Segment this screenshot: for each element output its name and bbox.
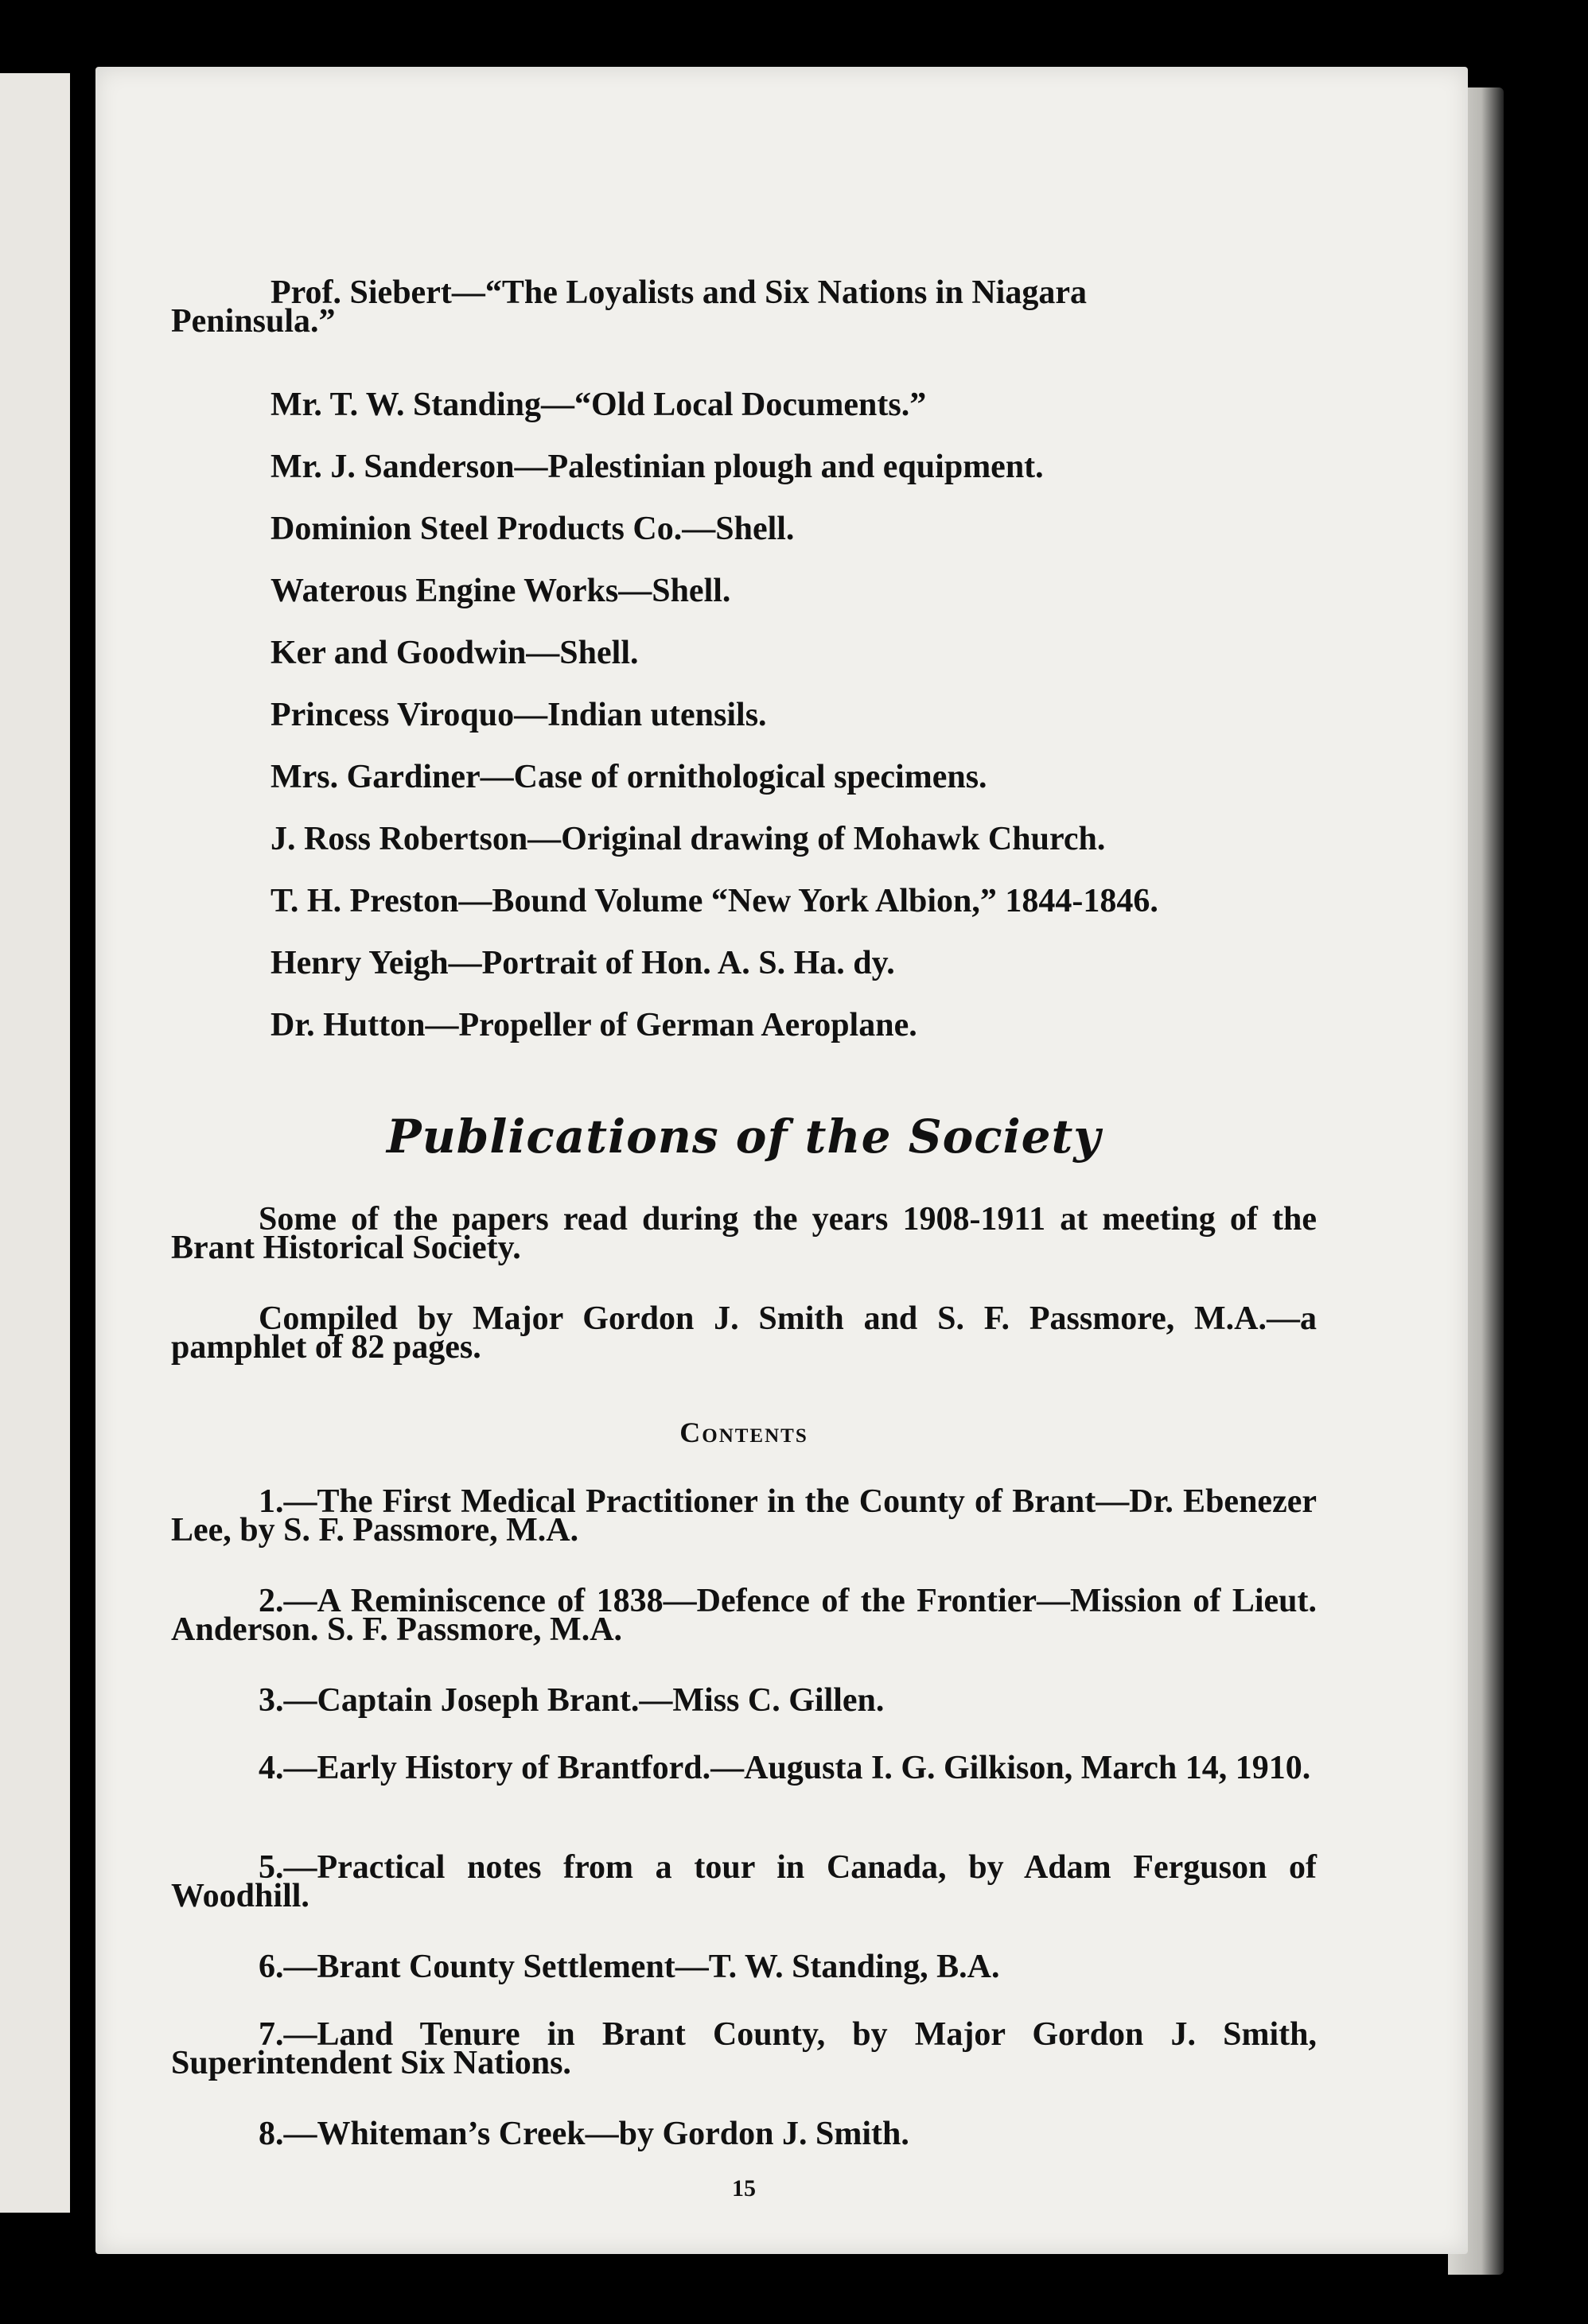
contents-item: 6.—Brant County Settlement—T. W. Standing, B.A. [259,1949,1000,1985]
contents-item: 2.—A Reminiscence of 1838—Defence of the Frontier—Mission of Lieut. Anderson. S. F. Passmore, M.A. [171,1583,1317,1648]
donation-item: Ker and Goodwin—Shell. [271,635,639,671]
contents-item: 4.—Early History of Brantford.—Augusta I. G. Gilkison, March 14, 1910. [259,1750,1311,1786]
donation-item: J. Ross Robertson—Original drawing of Mohawk Church. [271,821,1106,857]
donation-item: Henry Yeigh—Portrait of Hon. A. S. Ha. dy. [271,945,895,981]
contents-item: 8.—Whiteman’s Creek—by Gordon J. Smith. [259,2116,909,2152]
contents-item: 5.—Practical notes from a tour in Canada, by Adam Ferguson of Woodhill. [171,1849,1317,1914]
donation-item: Prof. Siebert—“The Loyalists and Six Nations in Niagara Peninsula.” [171,274,1087,340]
donation-item: Mr. T. W. Standing—“Old Local Documents.” [271,387,927,423]
donation-item: Mrs. Gardiner—Case of ornithological specimens. [271,759,987,795]
donation-item: Princess Viroquo—Indian utensils. [271,697,767,733]
left-page-edge [0,73,70,2213]
contents-item: 7.—Land Tenure in Brant County, by Major Gordon J. Smith, Superintendent Six Nations. [171,2016,1317,2081]
donation-item: T. H. Preston—Bound Volume “New York Albion,” 1844-1846. [271,883,1158,919]
publications-compiled: Compiled by Major Gordon J. Smith and S. F. Passmore, M.A.—a pamphlet of 82 pages. [171,1300,1317,1366]
donation-item: Mr. J. Sanderson—Palestinian plough and equipment. [271,449,1044,485]
section-title: Publications of the Society [386,1110,1102,1164]
contents-item: 1.—The First Medical Practitioner in the County of Brant—Dr. Ebenezer Lee, by S. F. Passmore, M.A. [171,1483,1317,1549]
donation-item: Waterous Engine Works—Shell. [271,573,731,609]
contents-heading: Contents [679,1417,808,1448]
donation-item: Dominion Steel Products Co.—Shell. [271,511,795,547]
donation-item: Dr. Hutton—Propeller of German Aeroplane. [271,1007,917,1043]
publications-intro: Some of the papers read during the years 1908-1911 at meeting of the Brant Historical Society. [171,1201,1317,1266]
contents-item: 3.—Captain Joseph Brant.—Miss C. Gillen. [259,1682,885,1719]
page-number: 15 [732,2175,756,2202]
